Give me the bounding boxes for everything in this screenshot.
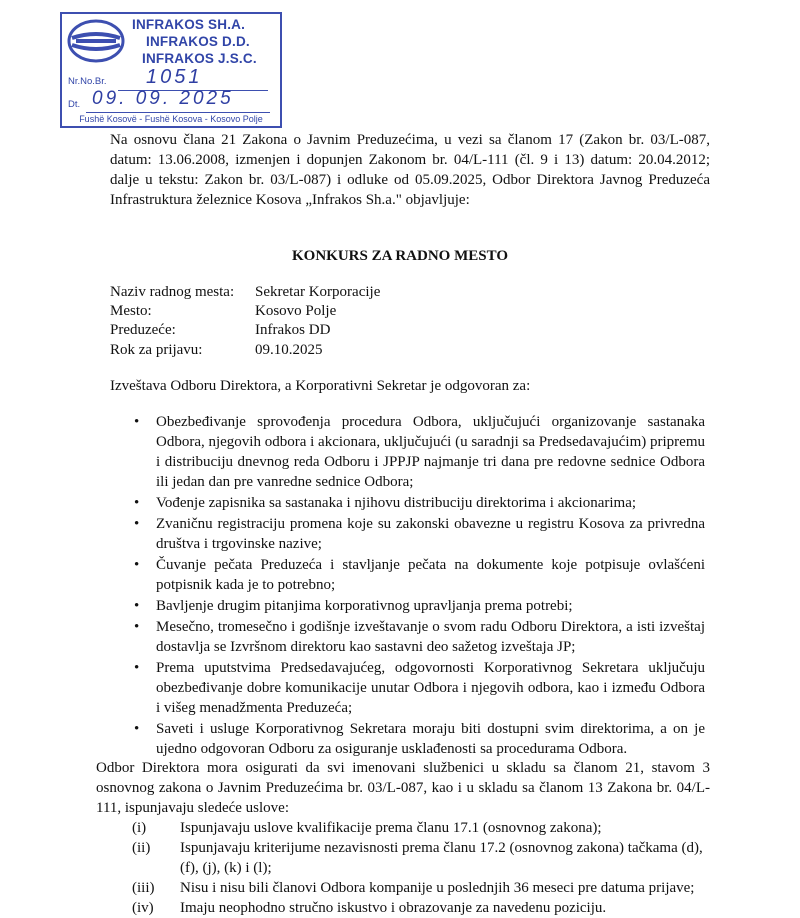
intro-paragraph: Na osnovu člana 21 Zakona o Javnim Preduzećima, u vezi sa članom 17 (Zakon br. 03/L-087, datum: 13.06.2008, izmenjen i dopunjen Zakonom br. 04/L-111 (čl. 9 i 13) datum: 20.04.2012; dalje u tekstu: Zakon br. 03/L-087) i odluke od 05.09.2025, Odbor Direktora Javnog Preduzeća Infrastruktura železnice Kosova „Infrakos Sh.a." objavljuje:: [110, 132, 710, 208]
info-label-deadline: Rok za prijavu:: [110, 342, 203, 358]
info-value-deadline: 09.10.2025: [255, 342, 323, 358]
condition-number: (iv): [132, 900, 154, 916]
duty-item: • Čuvanje pečata Preduzeća i stavljanje pečata na dokumente koje potpisuje ovlašćeni potpisnik kada je to potrebno;: [130, 555, 705, 595]
condition-item: [132, 898, 704, 918]
info-value-company: Infrakos DD: [255, 322, 331, 338]
stamp-date-label: Dt.: [68, 99, 81, 110]
registration-stamp: [60, 12, 282, 128]
reports-to-paragraph: Izveštava Odboru Direktora, a Korporativni Sekretar je odgovoran za:: [110, 378, 531, 394]
stamp-date-value: 09. 09. 2025: [92, 88, 234, 109]
document-title: KONKURS ZA RADNO MESTO: [291, 248, 508, 264]
stamp-footer: Fushë Kosovë - Fushë Kosova - Kosovo Polje: [79, 114, 263, 124]
condition-text: Ispunjavaju uslove kvalifikacije prema članu 17.1 (osnovnog zakona);: [180, 820, 602, 836]
stamp-date-line: [86, 112, 270, 113]
duty-item: • Obezbeđivanje sprovođenja procedura Odbora, uključujući organizovanje sastanaka Odbora, njegovih odbora i akcionara, uključujući (u saradnji sa Predsedavajućim) pripremu i distribuciju dnevnog reda Odboru i JPPJP najmanje tri dana pre redovne sednice Odbora ili jedan dan pre vanredne sednice Odbora;: [130, 412, 705, 492]
condition-number: (i): [132, 820, 147, 836]
stamp-name-d-d: INFRAKOS D.D.: [146, 34, 250, 49]
condition-number: (ii): [132, 840, 151, 856]
condition-text: Imaju neophodno stručno iskustvo i obrazovanje za navedenu poziciju.: [180, 900, 607, 916]
duties-list: [130, 412, 705, 760]
duty-item: • Prema uputstvima Predsedavajućeg, odgovornosti Korporativnog Sekretara uključuju obezbeđivanje dobre komunikacije unutar Odbora i njegovih odbora, kao i između Odbora i višeg menadžmenta Preduzeća;: [130, 658, 705, 718]
condition-text: Ispunjavaju kriterijume nezavisnosti prema članu 17.2 (osnovnog zakona) tačkama (d), (f), (j), (k) i (l);: [180, 840, 703, 876]
duty-item: • Saveti i usluge Korporativnog Sekretara moraju biti dostupni svim direktorima, a on je ujedno odgovoran Odboru za osiguranje usklađenosti sa procedurama Odbora.: [130, 719, 705, 759]
info-label-company: Preduzeće:: [110, 322, 176, 338]
conditions-list: [132, 818, 704, 918]
stamp-name-sh-a: INFRAKOS SH.A.: [132, 17, 246, 32]
duty-item: • Mesečno, tromesečno i godišnje izveštavanje o svom radu Odboru Direktora, a isti izveštaj dostavlja se Izvršnom direktoru kao sastavni deo sažetog izveštaja JP;: [130, 617, 705, 657]
info-value-location: Kosovo Polje: [255, 303, 337, 319]
condition-number: (iii): [132, 880, 155, 896]
duty-item: • Bavljenje drugim pitanjima korporativnog upravljanja prema potrebi;: [130, 596, 705, 616]
infrakos-logo-icon: [66, 18, 126, 64]
condition-item: [132, 818, 704, 838]
stamp-nr-value: 1051: [146, 66, 203, 88]
board-paragraph: Odbor Direktora mora osigurati da svi imenovani službenici u skladu sa članom 21, stavom 3 osnovnog zakona o Javnim Preduzećima br. 03/L-087, kao i u skladu sa članom 13 Zakona br. 04/L-111, ispunjavaju sledeće uslove:: [96, 760, 710, 816]
info-label-position: Naziv radnog mesta:: [110, 284, 235, 300]
condition-item: [132, 838, 704, 878]
duty-item: • Vođenje zapisnika sa sastanaka i njihovu distribuciju direktorima i akcionarima;: [130, 493, 705, 513]
duty-item: • Zvaničnu registraciju promena koje su zakonski obavezne u registru Kosova za privredna društva i trgovinske nazive;: [130, 514, 705, 554]
info-value-position: Sekretar Korporacije: [255, 284, 381, 300]
stamp-name-j-s-c: INFRAKOS J.S.C.: [142, 51, 257, 66]
stamp-nr-label: Nr.No.Br.: [68, 76, 107, 87]
info-label-location: Mesto:: [110, 303, 152, 319]
condition-item: [132, 878, 704, 898]
condition-text: Nisu i nisu bili članovi Odbora kompanije u poslednjih 36 meseci pre datuma prijave;: [180, 880, 695, 896]
